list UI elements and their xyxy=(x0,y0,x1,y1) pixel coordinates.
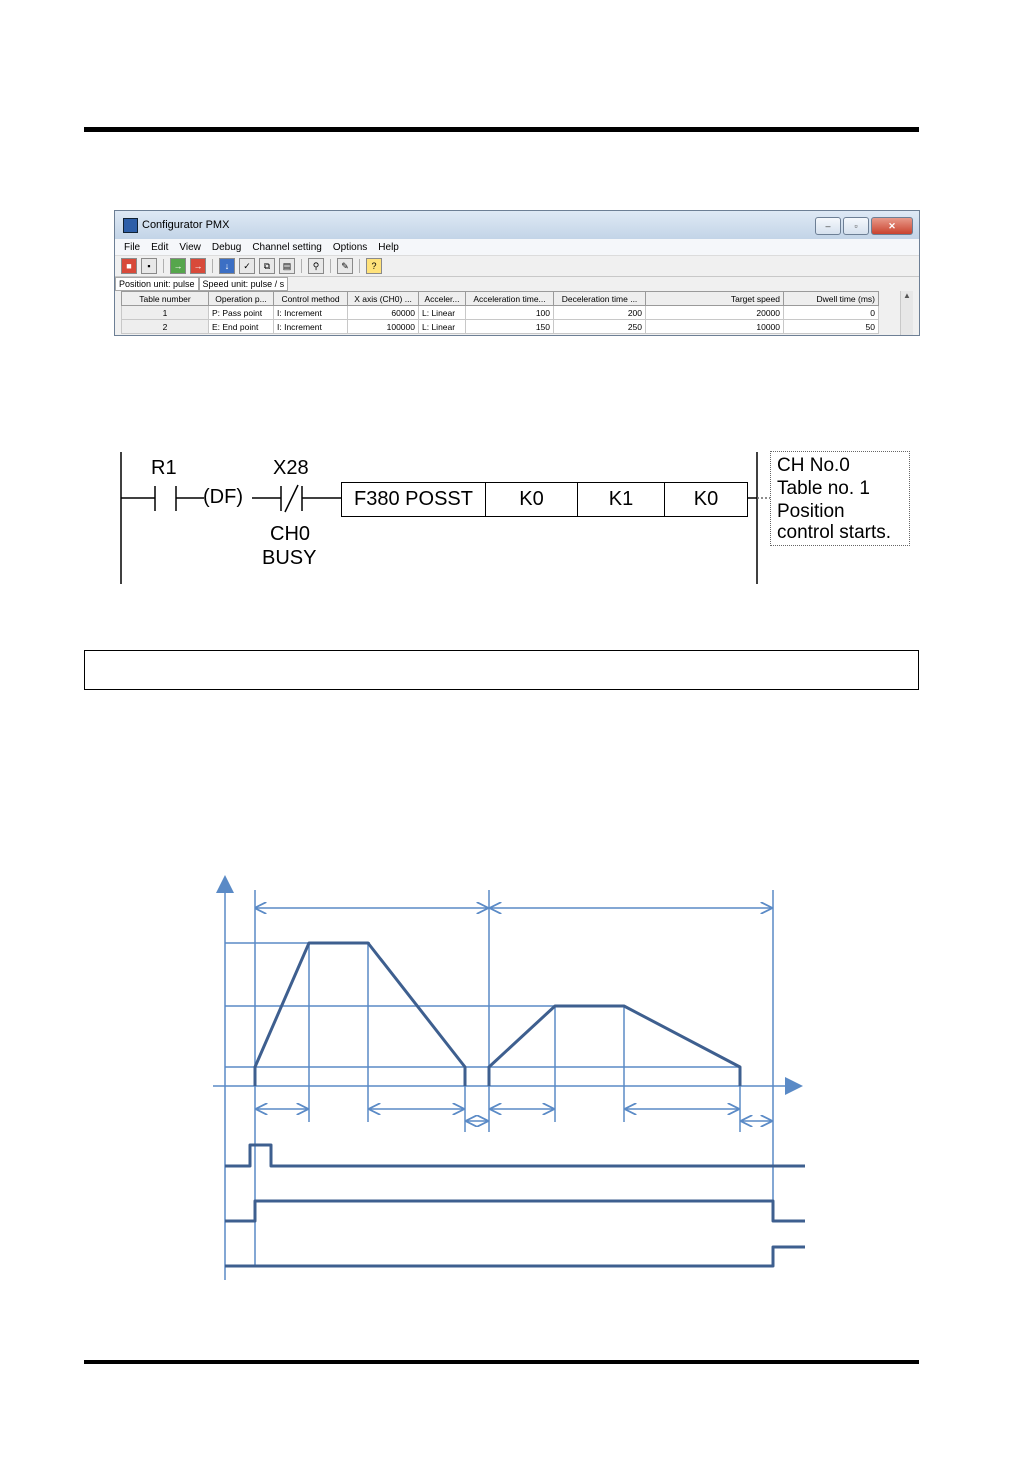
df-instruction: (DF) xyxy=(203,486,243,508)
menu-channel-setting[interactable]: Channel setting xyxy=(252,241,322,253)
contact-x28-sublabel-busy: BUSY xyxy=(262,547,317,569)
import-icon[interactable]: → xyxy=(170,258,186,274)
save-icon[interactable]: ▪ xyxy=(141,258,157,274)
speed-timing-diagram xyxy=(0,860,1032,1300)
contact-r1-label: R1 xyxy=(151,457,177,479)
operand-k0: K0 xyxy=(693,488,719,510)
vertical-scrollbar[interactable]: ▲ xyxy=(900,291,913,335)
column-header[interactable]: Dwell time (ms) xyxy=(784,292,879,306)
profile-table-2 xyxy=(489,1006,740,1086)
column-header[interactable]: Control method xyxy=(274,292,348,306)
instruction-name: F380 POSST xyxy=(342,483,486,516)
column-header[interactable]: Deceleration time ... xyxy=(554,292,646,306)
menu-file[interactable]: File xyxy=(124,241,141,253)
table-cell[interactable]: 20000 xyxy=(646,306,784,320)
menu-edit[interactable]: Edit xyxy=(151,241,169,253)
table-cell[interactable]: P: Pass point xyxy=(209,306,274,320)
column-header[interactable]: Target speed xyxy=(646,292,784,306)
menu-debug[interactable]: Debug xyxy=(211,241,242,253)
table-cell[interactable]: 0 xyxy=(784,306,879,320)
busy-signal-trace xyxy=(225,1201,805,1221)
operand-k1: K1 xyxy=(578,483,665,516)
menu-options[interactable]: Options xyxy=(332,241,368,253)
menu-view[interactable]: View xyxy=(179,241,201,253)
table-cell[interactable]: 200 xyxy=(554,306,646,320)
table-cell[interactable]: L: Linear xyxy=(419,320,466,334)
table-cell[interactable]: 250 xyxy=(554,320,646,334)
sort-icon[interactable]: ↓ xyxy=(219,258,235,274)
find-icon[interactable]: ⚲ xyxy=(308,258,324,274)
table-cell[interactable]: 100000 xyxy=(348,320,419,334)
operand-k0: K0 xyxy=(486,483,578,516)
note-box xyxy=(84,650,919,690)
comment-line: Table no. 1 xyxy=(777,478,870,499)
table-cell[interactable]: 150 xyxy=(466,320,554,334)
paste-icon[interactable]: ▤ xyxy=(279,258,295,274)
table-cell[interactable]: I: Increment xyxy=(274,306,348,320)
position-unit-label: Position unit: pulse xyxy=(115,277,199,291)
table-cell[interactable]: L: Linear xyxy=(419,306,466,320)
comment-line: Position xyxy=(777,501,845,522)
menu-help[interactable]: Help xyxy=(378,241,399,253)
contact-x28-label: X28 xyxy=(273,457,309,479)
maximize-button[interactable]: ▫ xyxy=(843,217,869,235)
copy-icon[interactable]: ⧉ xyxy=(259,258,275,274)
contact-x28-slash xyxy=(285,485,298,512)
column-header[interactable]: X axis (CH0) ... xyxy=(348,292,419,306)
start-signal-trace xyxy=(225,1145,805,1166)
column-header[interactable]: Acceler... xyxy=(419,292,466,306)
column-header[interactable]: Table number xyxy=(122,292,209,306)
table-cell[interactable]: 10000 xyxy=(646,320,784,334)
minimize-button[interactable]: – xyxy=(815,217,841,235)
table-cell[interactable]: 60000 xyxy=(348,306,419,320)
footer-rule xyxy=(84,1360,919,1364)
new-icon[interactable]: ■ xyxy=(121,258,137,274)
table-cell[interactable]: 2 xyxy=(122,320,209,334)
export-icon[interactable]: → xyxy=(190,258,206,274)
help-icon[interactable]: ? xyxy=(366,258,382,274)
rung-comment xyxy=(770,451,910,546)
table-cell[interactable]: E: End point xyxy=(209,320,274,334)
close-button[interactable]: ✕ xyxy=(871,217,913,235)
contact-x28-sublabel-ch0: CH0 xyxy=(270,523,311,545)
table-cell[interactable]: I: Increment xyxy=(274,320,348,334)
edit-icon[interactable]: ✎ xyxy=(337,258,353,274)
column-header[interactable]: Acceleration time... xyxy=(466,292,554,306)
done-signal-trace xyxy=(225,1247,805,1266)
profile-table-1 xyxy=(255,943,465,1086)
table-cell[interactable]: 50 xyxy=(784,320,879,334)
comment-line: CH No.0 xyxy=(777,455,850,476)
check-icon[interactable]: ✓ xyxy=(239,258,255,274)
instruction-box xyxy=(341,482,748,517)
column-header[interactable]: Operation p... xyxy=(209,292,274,306)
comment-line: control starts. xyxy=(777,522,892,543)
table-cell[interactable]: 100 xyxy=(466,306,554,320)
window-title: Configurator PMX xyxy=(142,219,230,231)
speed-unit-label: Speed unit: pulse / s xyxy=(199,277,289,291)
table-cell[interactable]: 1 xyxy=(122,306,209,320)
